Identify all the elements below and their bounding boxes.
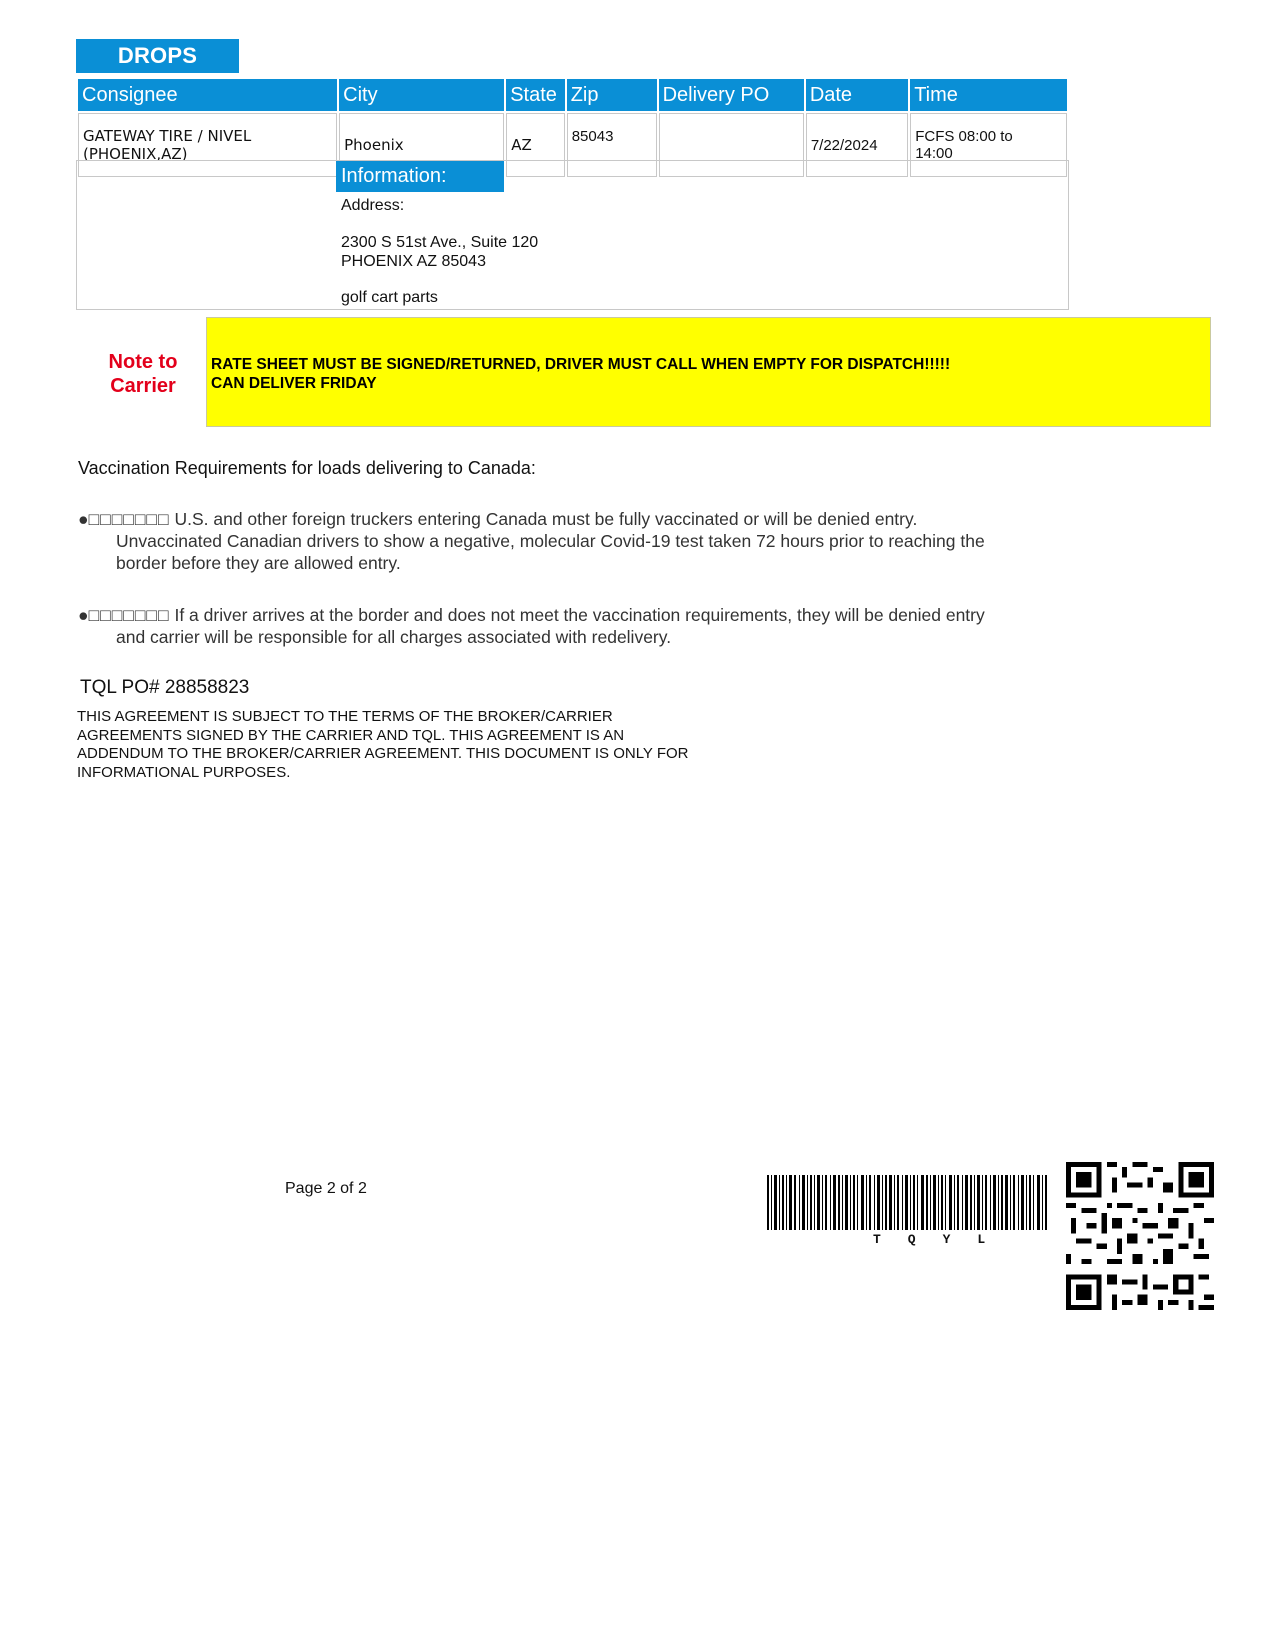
bullet1-line2: Unvaccinated Canadian drivers to show a negative, molecular Covid-19 test taken 72 hours prior to reaching the [116, 531, 985, 551]
consignee-location: (PHOENIX,AZ) [83, 145, 188, 163]
address-line2: PHOENIX AZ 85043 [341, 253, 486, 270]
checkbox-glyphs: □□□□□□□ [88, 509, 170, 529]
information-header: Information: [336, 161, 504, 192]
vaccination-title: Vaccination Requirements for loads delivering to Canada: [78, 458, 536, 478]
bullet-dot-icon: ● [78, 509, 89, 529]
note-box [206, 317, 1211, 427]
barcode-caption: TQYL [873, 1232, 1013, 1247]
col-state: State [506, 79, 565, 111]
note-line1: RATE SHEET MUST BE SIGNED/RETURNED, DRIVER MUST CALL WHEN EMPTY FOR DISPATCH!!!!! [211, 356, 951, 373]
agreement-line4: INFORMATIONAL PURPOSES. [77, 763, 291, 781]
address-line1: 2300 S 51st Ave., Suite 120 [341, 234, 539, 251]
col-date: Date [806, 79, 908, 111]
bullet1-line1: U.S. and other foreign truckers entering Canada must be fully vaccinated or will be denied entry. [174, 509, 918, 529]
col-consignee: Consignee [78, 79, 337, 111]
agreement-line2: AGREEMENTS SIGNED BY THE CARRIER AND TQL. THIS AGREEMENT IS AN [77, 726, 625, 744]
address-label: Address: [341, 197, 405, 214]
col-time: Time [910, 79, 1067, 111]
bullet2-line2: and carrier will be responsible for all charges associated with redelivery. [116, 627, 672, 647]
drops-header: DROPS [76, 39, 239, 73]
col-delivery-po: Delivery PO [659, 79, 804, 111]
list-item [78, 508, 985, 574]
checkbox-glyphs: □□□□□□□ [88, 605, 170, 625]
bullet2-line1: If a driver arrives at the border and does not meet the vaccination requirements, they will be denied entry [174, 605, 985, 625]
bullet1-line3: border before they are allowed entry. [116, 553, 401, 573]
zip-cell: 85043 [567, 113, 657, 177]
agreement-line3: ADDENDUM TO THE BROKER/CARRIER AGREEMENT. THIS DOCUMENT IS ONLY FOR [77, 745, 689, 762]
col-city: City [339, 79, 504, 111]
col-zip: Zip [567, 79, 657, 111]
note-label-line1: Note to [108, 351, 178, 373]
agreement-text [77, 708, 777, 782]
bullet-dot-icon: ● [78, 605, 89, 625]
state-cell: AZ [506, 113, 565, 177]
note-line2: CAN DELIVER FRIDAY [211, 375, 377, 392]
date-cell: 7/22/2024 [806, 113, 908, 177]
tql-po-number: TQL PO# 28858823 [80, 677, 250, 698]
consignee-name: GATEWAY TIRE / NIVEL [83, 127, 252, 145]
commodity: golf cart parts [341, 289, 438, 306]
drops-header-row [78, 79, 1067, 111]
time-line1: FCFS 08:00 to [915, 128, 1013, 145]
agreement-line1: THIS AGREEMENT IS SUBJECT TO THE TERMS OF THE BROKER/CARRIER [77, 708, 613, 725]
time-line2: 14:00 [915, 145, 953, 162]
qr-code-icon [1066, 1162, 1214, 1310]
barcode-icon [767, 1175, 1049, 1230]
note-label-line2: Carrier [110, 375, 176, 397]
note-to-carrier-label [98, 350, 188, 398]
information-section [76, 160, 1069, 310]
page-number: Page 2 of 2 [285, 1180, 367, 1197]
city-cell: Phoenix [339, 113, 504, 177]
list-item [78, 604, 985, 648]
